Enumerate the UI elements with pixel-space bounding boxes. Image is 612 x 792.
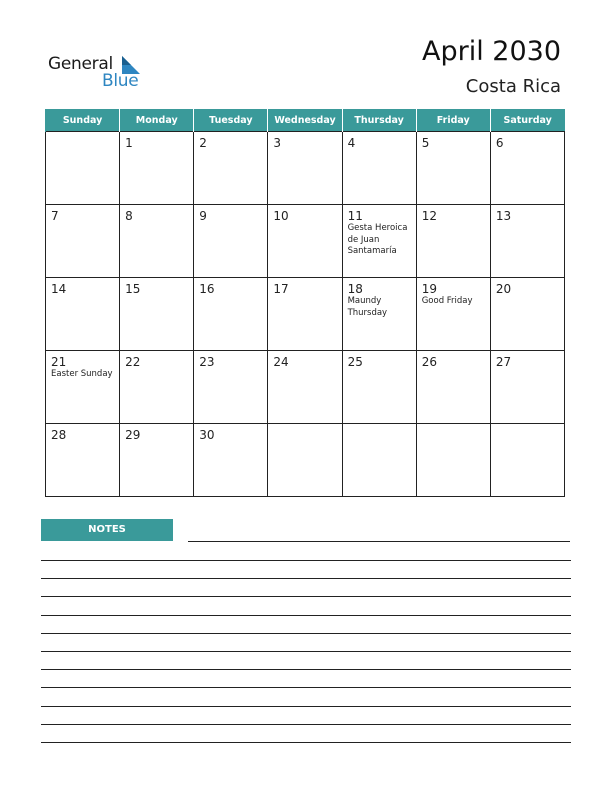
weekday-header: Sunday xyxy=(46,109,120,132)
weekday-header: Tuesday xyxy=(194,109,268,132)
calendar-day-cell xyxy=(46,132,120,205)
calendar-day-cell xyxy=(194,205,268,278)
note-line xyxy=(41,706,571,707)
note-line xyxy=(188,541,570,542)
calendar-day-cell xyxy=(490,351,564,424)
weekday-header: Monday xyxy=(120,109,194,132)
note-line xyxy=(41,578,571,579)
weekday-header-row xyxy=(46,109,565,132)
calendar-day-cell xyxy=(490,278,564,351)
calendar-day-cell xyxy=(268,132,342,205)
weekday-header: Thursday xyxy=(342,109,416,132)
day-number: 8 xyxy=(125,209,133,223)
note-line xyxy=(41,724,571,725)
holiday-label: Maundy Thursday xyxy=(347,296,388,318)
day-number: 17 xyxy=(273,282,289,296)
calendar-day-cell xyxy=(268,205,342,278)
calendar-week-row xyxy=(46,278,565,351)
calendar-day-cell xyxy=(268,351,342,424)
logo-blue-text: Blue xyxy=(102,71,139,91)
note-line xyxy=(41,742,571,743)
notes-label: NOTES xyxy=(41,519,173,541)
note-line xyxy=(41,633,571,634)
calendar-day-cell xyxy=(46,278,120,351)
holiday-label: Easter Sunday xyxy=(51,369,113,379)
calendar-day-cell xyxy=(46,205,120,278)
calendar-day-cell xyxy=(120,205,194,278)
day-number: 3 xyxy=(273,136,282,150)
day-number: 7 xyxy=(51,209,59,223)
calendar-day-cell xyxy=(342,351,416,424)
day-number: 26 xyxy=(421,355,437,369)
day-number: 15 xyxy=(125,282,141,296)
calendar-day-cell xyxy=(194,424,268,497)
calendar-day-cell xyxy=(416,205,490,278)
calendar-day-cell xyxy=(342,278,416,351)
day-number: 27 xyxy=(495,355,512,369)
day-number: 1 xyxy=(125,136,133,150)
weekday-header: Friday xyxy=(416,109,490,132)
note-line xyxy=(41,560,571,561)
calendar-day-cell xyxy=(342,132,416,205)
note-line xyxy=(41,651,571,652)
day-number: 22 xyxy=(125,355,141,369)
day-number: 20 xyxy=(495,282,512,296)
calendar-day-cell xyxy=(46,351,120,424)
calendar-day-cell xyxy=(120,424,194,497)
day-number: 23 xyxy=(199,355,215,369)
day-number: 2 xyxy=(199,136,207,150)
calendar-day-cell xyxy=(268,424,342,497)
note-line xyxy=(41,615,571,616)
calendar-day-cell xyxy=(416,351,490,424)
day-number: 29 xyxy=(125,428,141,442)
day-number: 16 xyxy=(199,282,215,296)
day-number: 11 xyxy=(347,209,363,223)
calendar-day-cell xyxy=(416,278,490,351)
calendar-day-cell xyxy=(120,132,194,205)
day-number: 21 xyxy=(51,355,67,369)
note-line xyxy=(41,669,571,670)
calendar-week-row xyxy=(46,424,565,497)
calendar-day-cell xyxy=(194,351,268,424)
day-number: 9 xyxy=(199,209,207,223)
calendar-day-cell xyxy=(194,132,268,205)
day-number: 12 xyxy=(421,209,437,223)
calendar-day-cell xyxy=(416,132,490,205)
calendar-day-cell xyxy=(120,278,194,351)
calendar-day-cell xyxy=(194,278,268,351)
country-subtitle: Costa Rica xyxy=(465,76,561,97)
day-number: 28 xyxy=(51,428,67,442)
day-number: 4 xyxy=(347,136,356,150)
day-number: 19 xyxy=(421,282,437,296)
day-number: 24 xyxy=(273,355,289,369)
calendar-day-cell xyxy=(342,205,416,278)
day-number: 25 xyxy=(347,355,363,369)
day-number: 13 xyxy=(495,209,512,223)
calendar-week-row xyxy=(46,351,565,424)
weekday-header: Wednesday xyxy=(268,109,342,132)
calendar-grid xyxy=(45,109,565,497)
day-number: 5 xyxy=(421,136,430,150)
day-number: 30 xyxy=(199,428,215,442)
calendar-day-cell xyxy=(490,132,564,205)
calendar-day-cell xyxy=(416,424,490,497)
day-number: 6 xyxy=(495,136,504,150)
calendar-day-cell xyxy=(342,424,416,497)
logo xyxy=(48,52,158,92)
calendar-day-cell xyxy=(46,424,120,497)
note-line xyxy=(41,596,571,597)
calendar-day-cell xyxy=(268,278,342,351)
calendar-day-cell xyxy=(490,424,564,497)
calendar-week-row xyxy=(46,132,565,205)
day-number: 10 xyxy=(273,209,289,223)
day-number: 18 xyxy=(347,282,363,296)
weekday-header: Saturday xyxy=(490,109,564,132)
day-number: 14 xyxy=(51,282,67,296)
page-title: April 2030 xyxy=(421,36,561,67)
calendar-body xyxy=(46,132,565,497)
note-line xyxy=(41,687,571,688)
calendar-day-cell xyxy=(120,351,194,424)
calendar-day-cell xyxy=(490,205,564,278)
logo-general-text: General xyxy=(48,54,113,74)
holiday-label: Gesta Heroica de Juan Santamaría xyxy=(347,223,408,256)
holiday-label: Good Friday xyxy=(421,296,473,306)
calendar-week-row xyxy=(46,205,565,278)
